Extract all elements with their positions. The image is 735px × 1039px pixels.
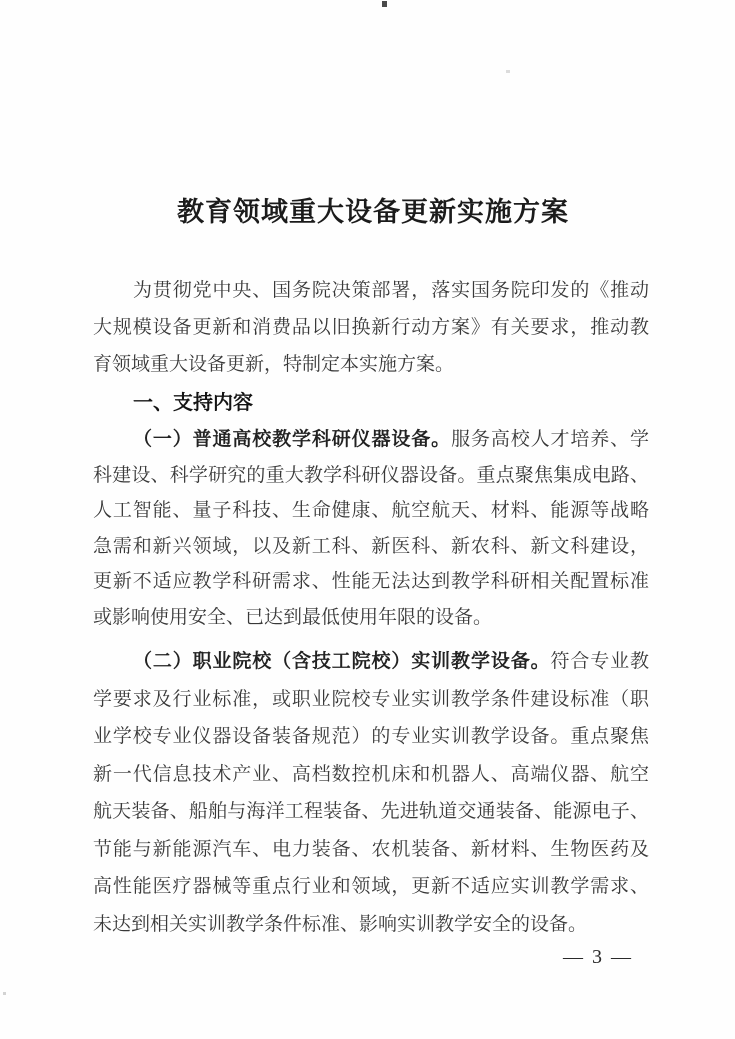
scan-artifact-right: [506, 70, 510, 73]
document-title: 教育领域重大设备更新实施方案: [177, 197, 569, 227]
body-line: 航天装备、船舶与海洋工程装备、先进轨道交通装备、能源电子、: [93, 801, 649, 822]
body-line: 更新不适应教学科研需求、性能无法达到教学科研相关配置标准: [93, 571, 649, 592]
clause-2-line1-rest: 符合专业教: [550, 651, 649, 672]
page-number: — 3 —: [563, 946, 633, 968]
body-line: 或影响使用安全、已达到最低使用年限的设备。: [93, 606, 493, 628]
scan-artifact-bottom: [3, 992, 6, 995]
body-line: 高性能医疗器械等重点行业和领域，更新不适应实训教学需求、: [93, 876, 649, 897]
body-line: 为贯彻党中央、国务院决策部署，落实国务院印发的《推动: [133, 280, 649, 301]
body-line: 未达到相关实训教学条件标准、影响实训教学安全的设备。: [93, 913, 588, 935]
clause-1-paragraph: [93, 422, 649, 635]
body-line: 学要求及行业标准，或职业院校专业实训教学条件建设标准（职: [93, 688, 649, 710]
body-line: [93, 422, 649, 458]
body-line: 科建设、科学研究的重大教学科研仪器设备。重点聚焦集成电路、: [93, 464, 649, 486]
intro-paragraph: [93, 272, 649, 383]
body-line: 人工智能、量子科技、生命健康、航空航天、材料、能源等战略: [93, 500, 649, 521]
clause-1-line1-rest: 服务高校人才培养、学: [451, 429, 649, 450]
scan-artifact-top: [382, 1, 387, 7]
body-line: 大规模设备更新和消费品以旧换新行动方案》有关要求，推动教: [93, 317, 649, 338]
body-line: 业学校专业仪器设备装备规范）的专业实训教学设备。重点聚焦: [93, 726, 649, 747]
body-line: [93, 643, 649, 681]
clause-1-lead: （一）普通高校教学科研仪器设备。: [133, 429, 452, 450]
document-body: [93, 272, 649, 943]
clause-2-lead: （二）职业院校（含技工院校）实训教学设备。: [133, 651, 551, 672]
body-line: 节能与新能源汽车、电力装备、农机装备、新材料、生物医药及: [93, 838, 649, 860]
clause-2-paragraph: [93, 643, 649, 943]
body-line: 育领域重大设备更新，特制定本实施方案。: [93, 354, 455, 375]
body-line: 新一代信息技术产业、高档数控机床和机器人、高端仪器、航空: [93, 763, 649, 785]
body-line: 急需和新兴领域，以及新工科、新医科、新农科、新文科建设，: [93, 535, 649, 557]
section-heading-support-content: 一、支持内容: [133, 392, 253, 414]
